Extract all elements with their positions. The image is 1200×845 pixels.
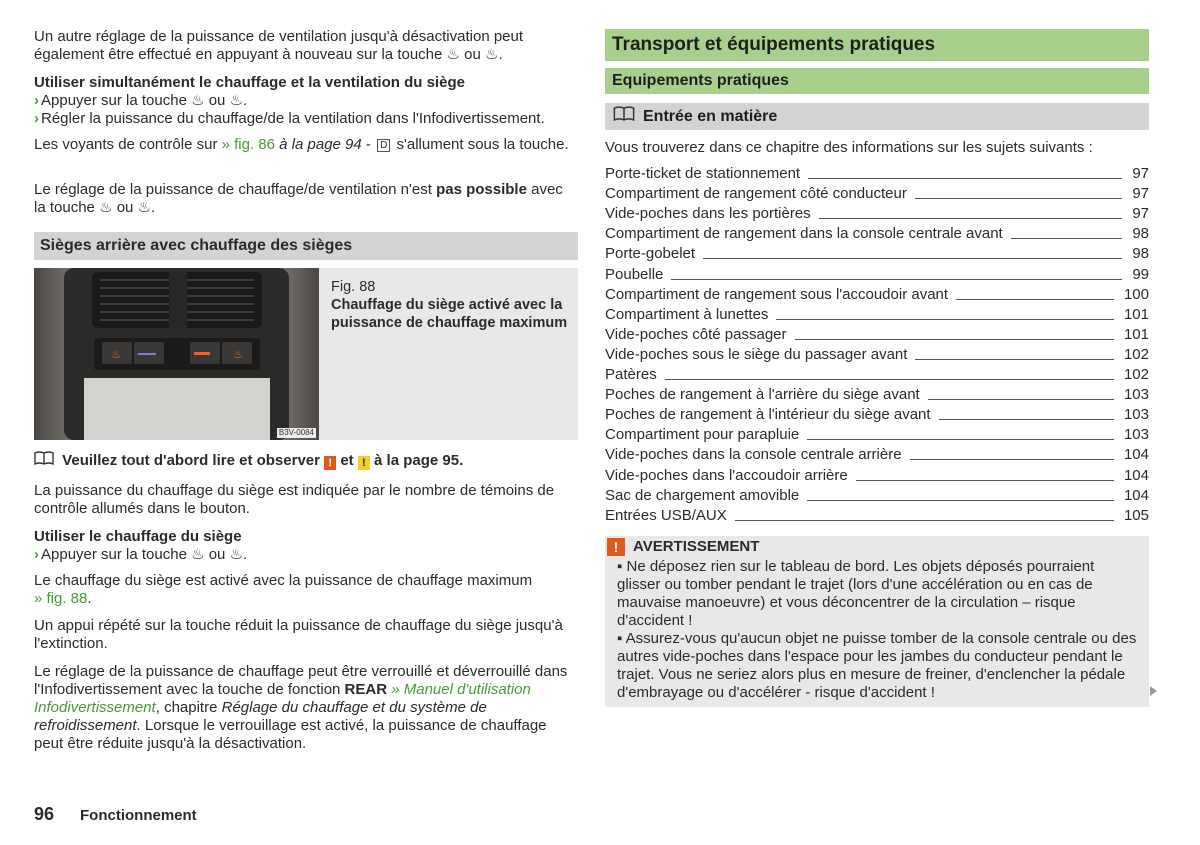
toc-leader — [928, 399, 1114, 400]
figure-label: Fig. 88 — [331, 279, 376, 295]
warning-exclamation-icon: ! — [607, 538, 625, 556]
toc-label: Patères — [605, 366, 657, 383]
chevron-right-icon: › — [34, 110, 39, 127]
toc-page: 101 — [1123, 325, 1149, 343]
warning-exclamation-icon[interactable]: ! — [324, 456, 336, 470]
toc-page: 103 — [1123, 386, 1149, 404]
toc-label: Entrées USB/AUX — [605, 506, 727, 524]
toc-label: Vide-poches dans l'accoudoir arrière — [605, 466, 848, 484]
text: Réglage du chauffage et du système de refroidissement — [34, 699, 487, 734]
warning-title: AVERTISSEMENT — [633, 538, 760, 555]
seat-heat-icon: ♨ — [229, 546, 244, 563]
step-item — [34, 110, 578, 128]
toc-leader — [671, 279, 1122, 280]
seat-heating-photo — [34, 268, 319, 440]
heading-use-heating: Utiliser le chauffage du siège — [34, 528, 242, 545]
toc-label: Vide-poches dans les portières — [605, 205, 811, 223]
toc-leader — [735, 520, 1114, 521]
toc-page: 102 — [1123, 345, 1149, 363]
next-page-arrow-icon[interactable] — [1150, 686, 1157, 696]
paragraph-indicators — [34, 136, 578, 154]
figure-caption-text: Chauffage du siège activé avec la puissance de chauffage maximum — [331, 297, 568, 331]
toc-leader — [703, 258, 1122, 259]
figure-tag: B3V-0084 — [278, 428, 314, 437]
toc-label: Vide-poches côté passager — [605, 325, 787, 343]
warning-box — [605, 536, 1149, 707]
toc-leader — [956, 299, 1114, 300]
step-item: › Appuyer sur la touche ♨ ou ♨. — [34, 92, 248, 109]
toc-row[interactable] — [605, 465, 1149, 485]
seat-vent-icon: ♨ — [137, 199, 151, 216]
toc-page: 101 — [1123, 305, 1149, 323]
intro-title: Entrée en matière — [643, 108, 778, 125]
toc-row[interactable] — [605, 304, 1149, 324]
text: Ne déposez rien sur le tableau de bord. Les objets déposés pourraient glisser ou tomber pendant le trajet (lors d'une accélération ou en cas de mauvaise manoeuvre) et vous déconcentrer de la circulation – risque d'accident ! — [617, 558, 1095, 629]
paragraph-not-possible: Le réglage de la puissance de chauffage/de ventilation n'est pas possible avec la touche ♨ ou ♨. — [34, 181, 563, 216]
text: à la page 94 — [279, 136, 362, 153]
seat-heat-icon: ♨ — [99, 199, 113, 216]
toc-row[interactable] — [605, 264, 1149, 284]
seat-vent-icon: ♨ — [485, 46, 499, 63]
chevron-right-icon: › — [34, 92, 39, 109]
toc-leader — [915, 359, 1114, 360]
toc-leader — [776, 319, 1114, 320]
paragraph-lock — [34, 663, 578, 753]
toc-row[interactable] — [605, 384, 1149, 404]
toc-leader — [819, 218, 1123, 219]
chevron-right-icon: › — [34, 546, 39, 563]
text: et — [340, 452, 354, 469]
toc-label: Sac de chargement amovible — [605, 486, 800, 504]
rear-function-icon: REAR — [344, 681, 388, 698]
toc-page: 98 — [1132, 245, 1149, 263]
book-icon — [613, 103, 643, 130]
text: pas possible — [436, 181, 527, 198]
text: ou — [208, 92, 226, 109]
toc-page: 99 — [1132, 265, 1149, 283]
toc-label: Vide-poches sous le siège du passager avant — [605, 345, 908, 363]
warning-item: ▪ Ne déposez rien sur le tableau de bord. Les objets déposés pourraient glisser ou tomber pendant le trajet (lors d'une accélération ou en cas de mauvaise manoeuvre) et vous déconcentrer de la circulation – risque d'accident ! — [617, 558, 1095, 629]
toc-row[interactable] — [605, 404, 1149, 424]
text: Le chauffage du siège est activé avec la puissance de chauffage maximum — [34, 572, 533, 589]
toc-leader — [1011, 238, 1123, 239]
page-number: 96 — [34, 804, 55, 824]
toc-page: 97 — [1132, 205, 1149, 223]
console-illustration — [34, 268, 319, 440]
toc-page: 97 — [1132, 165, 1149, 182]
toc-row[interactable] — [605, 163, 1149, 183]
paragraph-ventilation: Un autre réglage de la puissance de ventilation jusqu'à désactivation peut également être effectué en appuyant à nouveau sur la touche ♨ ou ♨. — [34, 28, 524, 63]
key-label: D — [377, 139, 390, 152]
toc-page: 104 — [1123, 486, 1149, 504]
text: Veuillez tout d'abord lire et observer — [62, 452, 320, 469]
text: Appuyer sur la touche — [41, 92, 187, 109]
toc-leader — [910, 459, 1114, 460]
svg-text:♨: ♨ — [233, 348, 243, 361]
toc-row[interactable] — [605, 203, 1149, 223]
text: Le réglage de la puissance de chauffage peut être verrouillé et déverrouillé dans l'Infodivertissement avec la touche de fonction — [34, 663, 568, 698]
toc-leader — [808, 178, 1122, 179]
toc-label: Compartiment pour parapluie — [605, 426, 800, 444]
text: s'allument sous la touche. — [396, 136, 569, 153]
toc-page: 104 — [1123, 446, 1149, 464]
toc-page: 103 — [1123, 406, 1149, 424]
toc-row[interactable] — [605, 344, 1149, 364]
toc-label: Compartiment de rangement côté conducteur — [605, 185, 907, 203]
section-title: Equipements pratiques — [605, 68, 1149, 94]
text: - — [365, 136, 371, 153]
toc-page: 103 — [1123, 426, 1149, 444]
toc-leader — [807, 439, 1114, 440]
figure-link[interactable]: » fig. 86 — [221, 136, 275, 153]
text: , chapitre — [155, 699, 218, 716]
manual-link[interactable]: » Manuel d'utilisation Infodivertissement — [34, 681, 531, 716]
toc-page: 105 — [1123, 506, 1149, 524]
step-item: › Appuyer sur la touche ♨ ou ♨. — [34, 546, 248, 563]
toc-row[interactable] — [605, 223, 1149, 243]
toc-label: Compartiment à lunettes — [605, 305, 769, 323]
text: Régler la puissance du chauffage/de la ventilation dans l'Infodivertissement. — [41, 110, 545, 127]
toc-page: 102 — [1123, 366, 1149, 383]
toc-label: Compartiment de rangement dans la console centrale avant — [605, 225, 1003, 243]
toc-page: 100 — [1123, 285, 1149, 303]
svg-text:♨: ♨ — [111, 348, 121, 361]
toc-page: 97 — [1132, 185, 1149, 203]
paragraph-activated: Le chauffage du siège est activé avec la puissance de chauffage maximum » fig. 88. — [34, 572, 533, 607]
toc-row[interactable] — [605, 485, 1149, 505]
intro-header — [605, 103, 1149, 130]
heading-simultaneous: Utiliser simultanément le chauffage et la ventilation du siège — [34, 74, 465, 91]
toc-label: Compartiment de rangement sous l'accoudoir avant — [605, 285, 949, 303]
seat-heat-icon: ♨ — [191, 546, 205, 563]
toc-row[interactable] — [605, 183, 1149, 203]
toc-row[interactable] — [605, 505, 1149, 525]
toc-label: Poubelle — [605, 265, 664, 283]
warning-header — [605, 536, 1149, 558]
figure-link[interactable]: » fig. 88 — [34, 590, 88, 607]
toc-label: Poches de rangement à l'intérieur du siège avant — [605, 406, 931, 424]
toc-row[interactable] — [605, 424, 1149, 444]
figure-caption — [331, 278, 571, 332]
seat-vent-icon: ♨ — [229, 92, 244, 109]
toc-row[interactable] — [605, 364, 1149, 384]
text: ou — [464, 46, 481, 63]
text: à la page 95. — [374, 452, 464, 469]
toc-row[interactable] — [605, 284, 1149, 304]
toc-label: Poches de rangement à l'arrière du siège avant — [605, 386, 920, 404]
toc-label: Porte-gobelet — [605, 245, 696, 263]
warning-body — [605, 558, 1149, 702]
text: avec la touche — [34, 181, 563, 216]
warning-item: ▪ Assurez-vous qu'aucun objet ne puisse tomber de la console centrale ou des autres vide-poches dans l'espace pour les jambes du conducteur pendant le trajet. Vous ne seriez alors plus en mesure de freiner, d'enclencher la pédale d'embrayage ou d'accélérer - risque d'accident ! — [617, 630, 1137, 701]
toc-page: 98 — [1132, 225, 1149, 243]
toc-leader — [856, 480, 1114, 481]
figure-88 — [34, 268, 578, 440]
text: Un autre réglage de la puissance de ventilation jusqu'à désactivation peut également être effectué en appuyant à nouveau sur la touche — [34, 28, 524, 63]
section-title: Sièges arrière avec chauffage des sièges — [34, 232, 578, 260]
intro-text: Vous trouverez dans ce chapitre des informations sur les sujets suivants : — [605, 139, 1093, 156]
text: ou — [208, 546, 226, 563]
paragraph-repeat: Un appui répété sur la touche réduit la puissance de chauffage du siège jusqu'à l'extinction. — [34, 617, 563, 652]
text: Les voyants de contrôle sur — [34, 136, 218, 153]
chapter-title: Transport et équipements pratiques — [605, 29, 1149, 61]
toc-row[interactable] — [605, 243, 1149, 263]
toc-label: Vide-poches dans la console centrale arrière — [605, 446, 902, 464]
caution-exclamation-icon[interactable]: ! — [358, 456, 370, 470]
toc-leader — [807, 500, 1114, 501]
toc-page: 104 — [1123, 466, 1149, 484]
text: Le réglage de la puissance de chauffage/de ventilation n'est — [34, 181, 432, 198]
seat-vent-icon: ♨ — [191, 92, 205, 109]
book-icon — [34, 451, 58, 470]
toc-leader — [665, 379, 1114, 380]
toc-leader — [795, 339, 1114, 340]
text: . Lorsque le verrouillage est activé, la puissance de chauffage peut être réduite jusqu'à la désactivation. — [34, 717, 547, 752]
paragraph-power: La puissance du chauffage du siège est indiquée par le nombre de témoins de contrôle allumés dans le bouton. — [34, 482, 555, 517]
read-first-note — [34, 451, 578, 470]
text: ou — [116, 199, 134, 216]
text: Assurez-vous qu'aucun objet ne puisse tomber de la console centrale ou des autres vide-poches dans l'espace pour les jambes du conducteur pendant le trajet. Vous ne seriez alors plus en mesure de freiner, d'enclencher la pédale d'embrayage ou d'accélérer - risque d'accident ! — [617, 630, 1137, 701]
toc-row[interactable] — [605, 324, 1149, 344]
footer-section: Fonctionnement — [80, 807, 197, 824]
toc-leader — [939, 419, 1114, 420]
seat-vent-icon: ♨ — [446, 46, 460, 63]
toc-leader — [915, 198, 1122, 199]
text: Appuyer sur la touche — [41, 546, 187, 563]
toc-label: Porte-ticket de stationnement — [605, 165, 801, 182]
toc-row[interactable] — [605, 444, 1149, 464]
